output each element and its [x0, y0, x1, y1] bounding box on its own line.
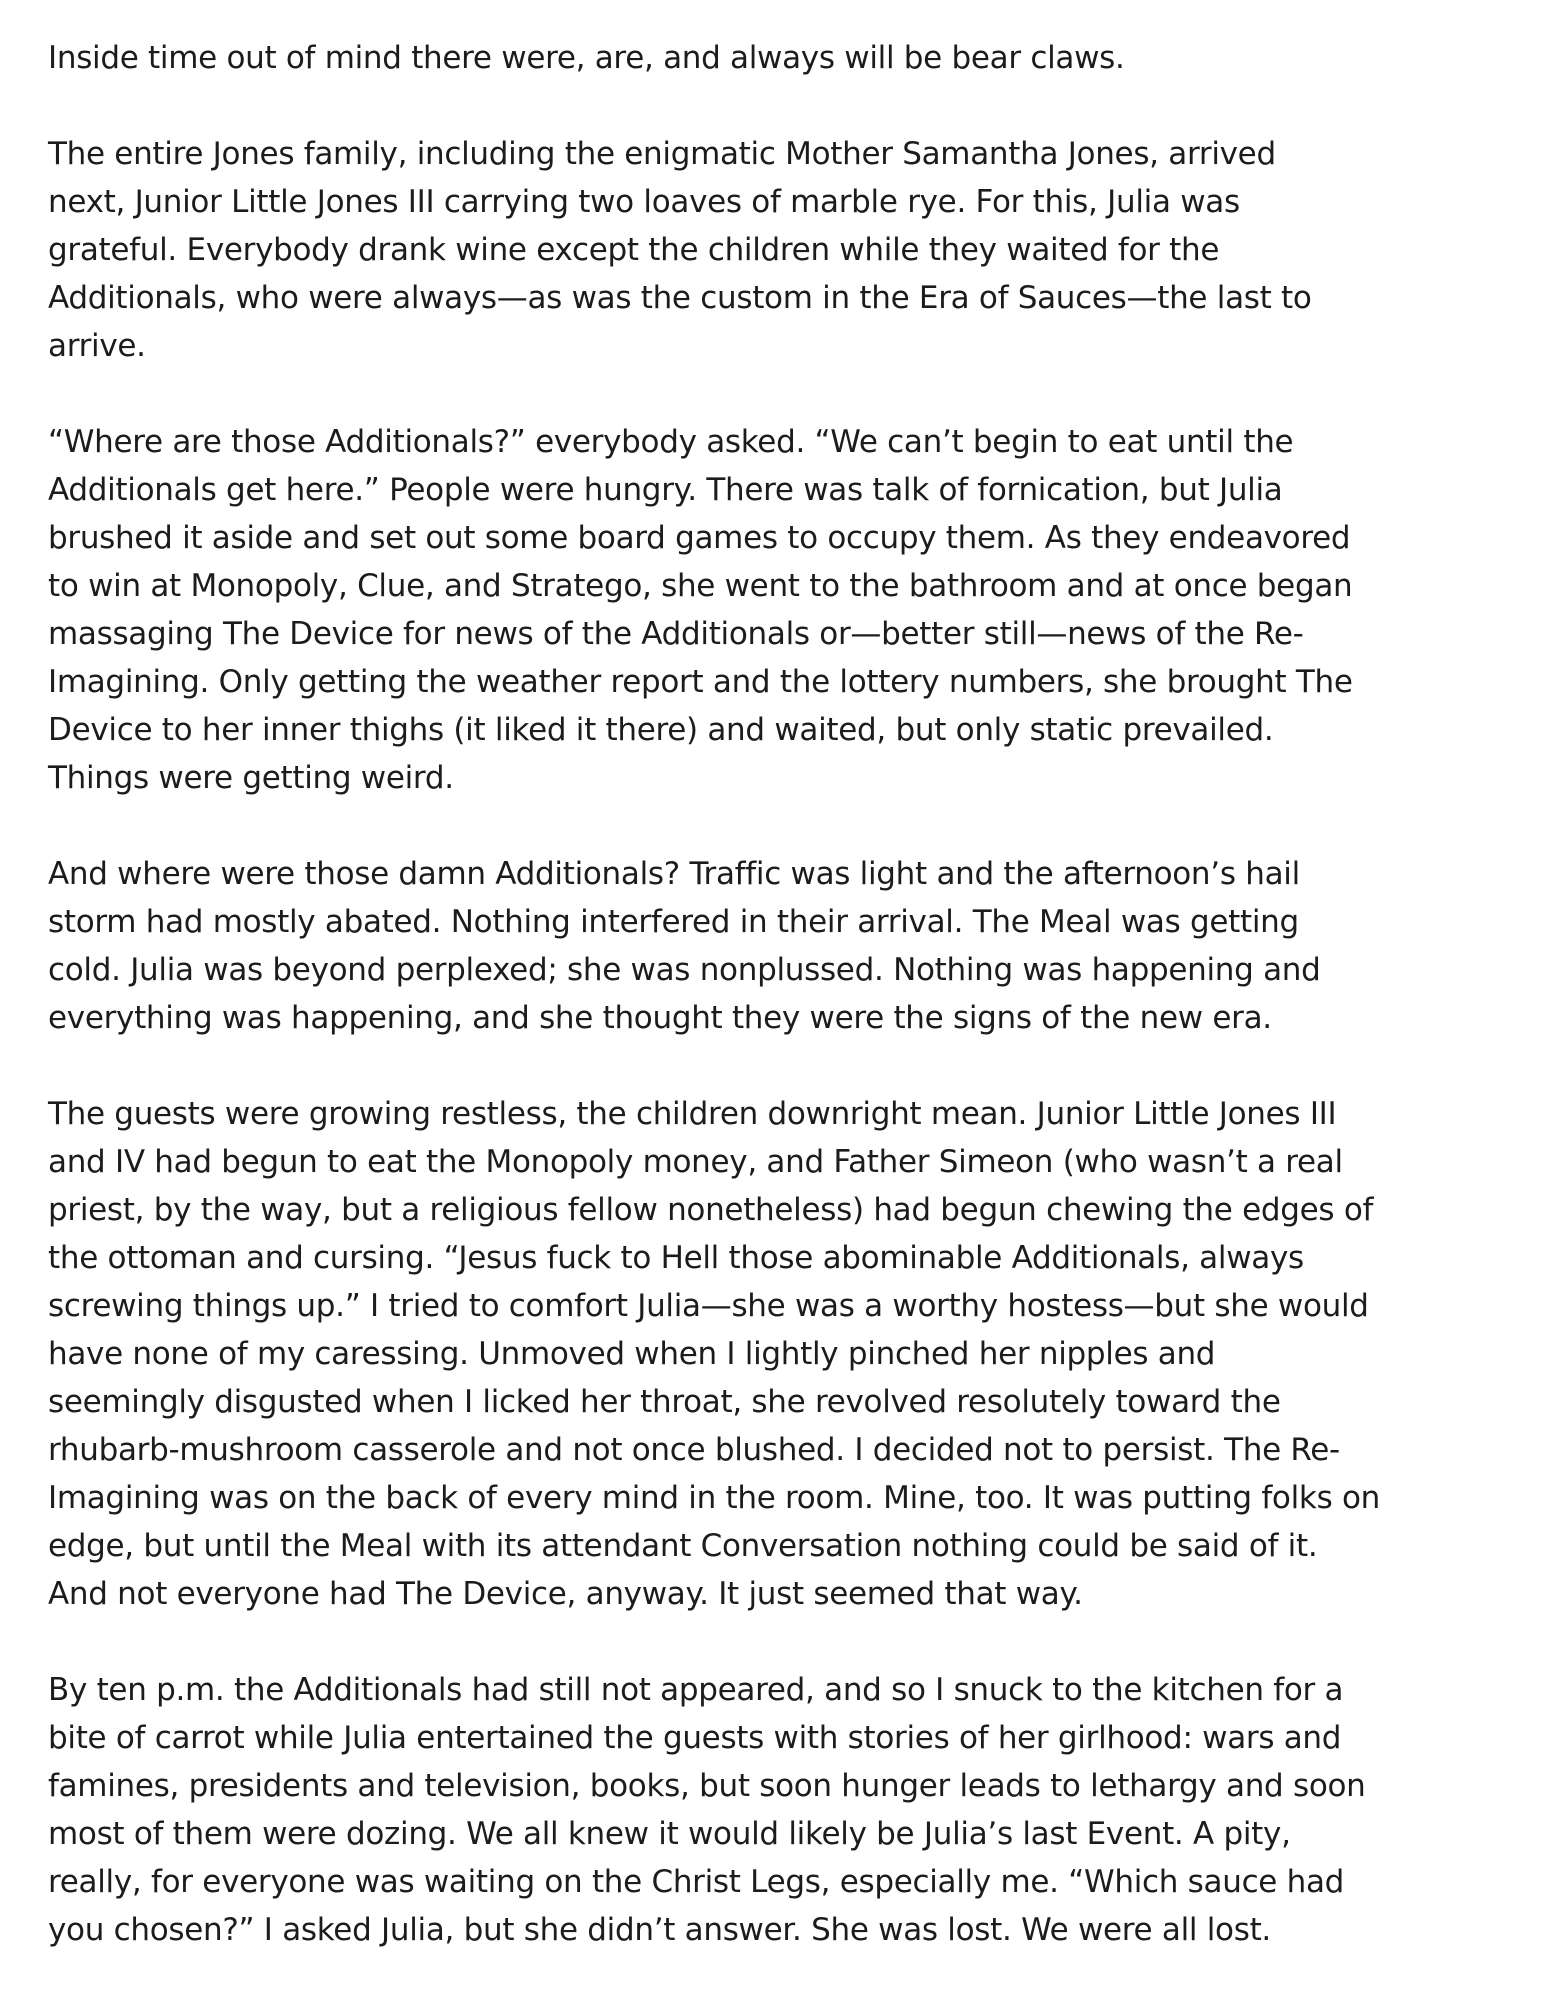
- text-line: to win at Monopoly, Clue, and Stratego, she went to the bathroom and at once began: [48, 568, 1353, 604]
- text-line: seemingly disgusted when I licked her throat, she revolved resolutely toward the: [48, 1384, 1281, 1420]
- text-line: brushed it aside and set out some board games to occupy them. As they endeavored: [48, 520, 1351, 556]
- text-line: you chosen?” I asked Julia, but she didn’t answer. She was lost. We were all lost.: [48, 1912, 1271, 1948]
- text-line: really, for everyone was waiting on the Christ Legs, especially me. “Which sauce had: [48, 1864, 1345, 1900]
- text-line: The entire Jones family, including the enigmatic Mother Samantha Jones, arrived: [48, 136, 1276, 172]
- text-line: And where were those damn Additionals? Traffic was light and the afternoon’s hail: [48, 856, 1300, 892]
- text-line: And not everyone had The Device, anyway. It just seemed that way.: [48, 1576, 1083, 1612]
- text-line: edge, but until the Meal with its attendant Conversation nothing could be said of it.: [48, 1528, 1318, 1564]
- text-line: Device to her inner thighs (it liked it there) and waited, but only static prevailed.: [48, 712, 1274, 748]
- text-line: Things were getting weird.: [48, 760, 454, 796]
- text-line: rhubarb-mushroom casserole and not once blushed. I decided not to persist. The Re-: [48, 1432, 1340, 1468]
- text-line: Additionals, who were always—as was the custom in the Era of Sauces—the last to: [48, 280, 1312, 316]
- text-line: Imagining. Only getting the weather report and the lottery numbers, she brought The: [48, 664, 1353, 700]
- paragraph-5: [48, 1090, 1505, 1618]
- text-line: have none of my caressing. Unmoved when I lightly pinched her nipples and: [48, 1336, 1216, 1372]
- text-line: cold. Julia was beyond perplexed; she was nonplussed. Nothing was happening and: [48, 952, 1321, 988]
- text-line: The guests were growing restless, the children downright mean. Junior Little Jones III: [48, 1096, 1337, 1132]
- text-line: By ten p.m. the Additionals had still not appeared, and so I snuck to the kitchen for a: [48, 1672, 1344, 1708]
- text-line: and IV had begun to eat the Monopoly money, and Father Simeon (who wasn’t a real: [48, 1144, 1343, 1180]
- text-line: famines, presidents and television, books, but soon hunger leads to lethargy and soon: [48, 1768, 1366, 1804]
- text-line: everything was happening, and she thought they were the signs of the new era.: [48, 1000, 1272, 1036]
- text-line: massaging The Device for news of the Additionals or—better still—news of the Re-: [48, 616, 1304, 652]
- text-line: Additionals get here.” People were hungry. There was talk of fornication, but Julia: [48, 472, 1283, 508]
- text-line: storm had mostly abated. Nothing interfered in their arrival. The Meal was getting: [48, 904, 1299, 940]
- text-line: most of them were dozing. We all knew it would likely be Julia’s last Event. A pity,: [48, 1816, 1291, 1852]
- text-line: arrive.: [48, 328, 146, 364]
- text-line: Inside time out of mind there were, are, and always will be bear claws.: [48, 40, 1125, 76]
- text-line: “Where are those Additionals?” everybody asked. “We can’t begin to eat until the: [48, 424, 1294, 460]
- paragraph-1: [48, 34, 1505, 82]
- text-line: grateful. Everybody drank wine except the children while they waited for the: [48, 232, 1220, 268]
- text-line: Imagining was on the back of every mind in the room. Mine, too. It was putting folks on: [48, 1480, 1380, 1516]
- paragraph-3: [48, 418, 1505, 802]
- text-line: priest, by the way, but a religious fellow nonetheless) had begun chewing the edges of: [48, 1192, 1374, 1228]
- text-line: screwing things up.” I tried to comfort Julia—she was a worthy hostess—but she would: [48, 1288, 1369, 1324]
- text-line: bite of carrot while Julia entertained the guests with stories of her girlhood: wars and: [48, 1720, 1342, 1756]
- paragraph-6: [48, 1666, 1505, 1954]
- paragraph-4: [48, 850, 1505, 1042]
- text-line: next, Junior Little Jones III carrying two loaves of marble rye. For this, Julia was: [48, 184, 1240, 220]
- paragraph-2: [48, 130, 1505, 370]
- text-line: the ottoman and cursing. “Jesus fuck to Hell those abominable Additionals, always: [48, 1240, 1304, 1276]
